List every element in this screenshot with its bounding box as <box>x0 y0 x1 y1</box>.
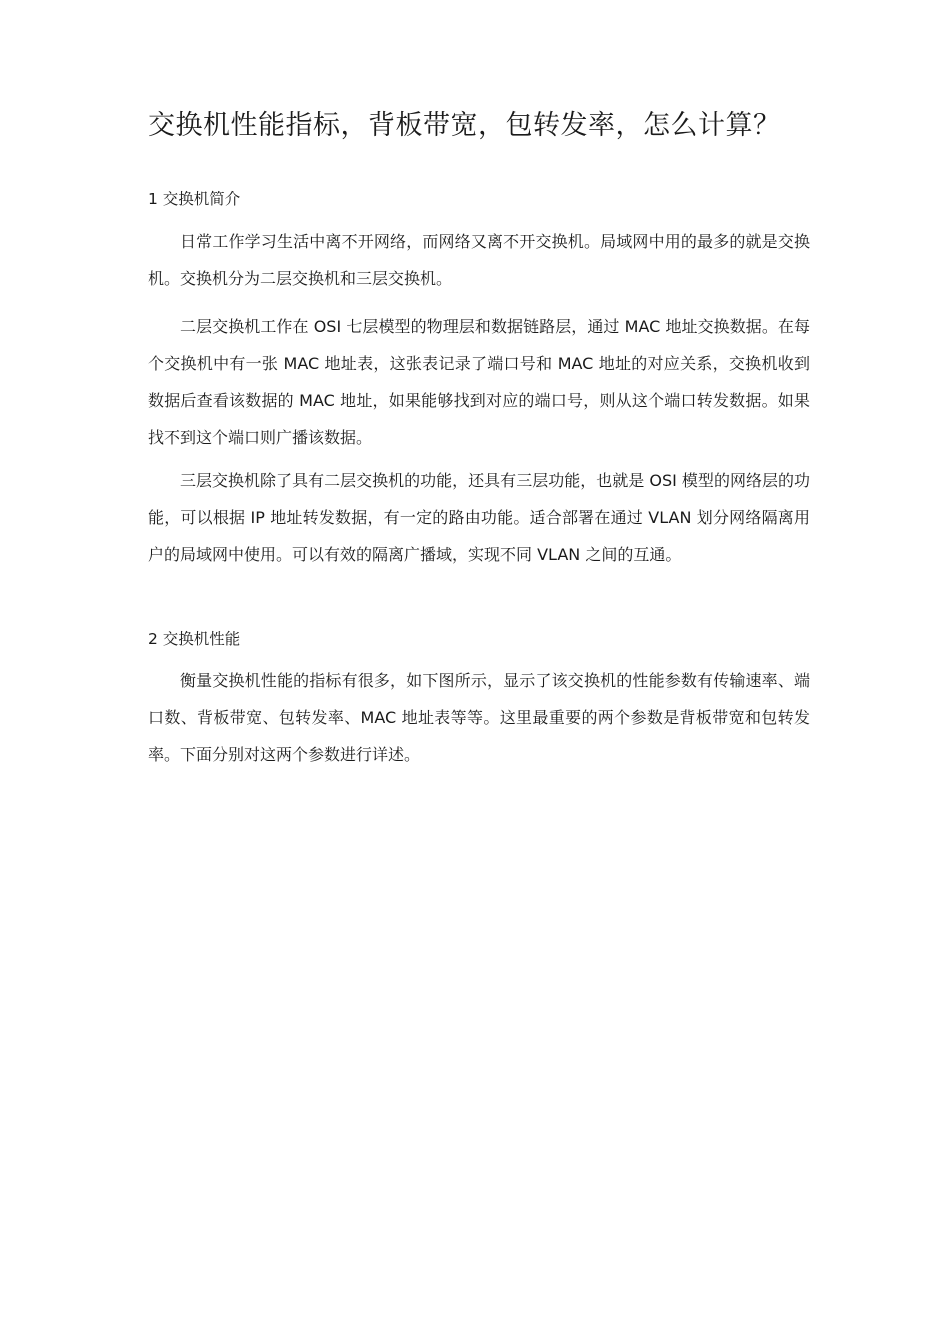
document-title: 交换机性能指标，背板带宽，包转发率，怎么计算？ <box>148 110 781 141</box>
paragraph-performance: 衡量交换机性能的指标有很多，如下图所示，显示了该交换机的性能参数有传输速率、端口数、背板带宽、包转发率、MAC 地址表等等。这里最重要的两个参数是背板带宽和包转发率。下面分别对这两个参数进行详述。 <box>148 671 810 764</box>
section-heading-intro: 1 交换机简介 <box>148 190 241 208</box>
section-heading-performance: 2 交换机性能 <box>148 630 241 648</box>
paragraph-layer3: 三层交换机除了具有二层交换机的功能，还具有三层功能，也就是 OSI 模型的网络层的功能，可以根据 IP 地址转发数据，有一定的路由功能。适合部署在通过 VLAN 划分网络隔离用户的局域网中使用。可以有效的隔离广播域，实现不同 VLAN 之间的互通。 <box>148 471 810 564</box>
paragraph-intro-1: 日常工作学习生活中离不开网络，而网络又离不开交换机。局域网中用的最多的就是交换机。交换机分为二层交换机和三层交换机。 <box>148 232 810 288</box>
paragraph-layer2: 二层交换机工作在 OSI 七层模型的物理层和数据链路层，通过 MAC 地址交换数据。在每个交换机中有一张 MAC 地址表，这张表记录了端口号和 MAC 地址的对应关系，交换机收到数据后查看该数据的 MAC 地址，如果能够找到对应的端口号，则从这个端口转发数据。如果找不到这个端口则广播该数据。 <box>148 317 810 447</box>
